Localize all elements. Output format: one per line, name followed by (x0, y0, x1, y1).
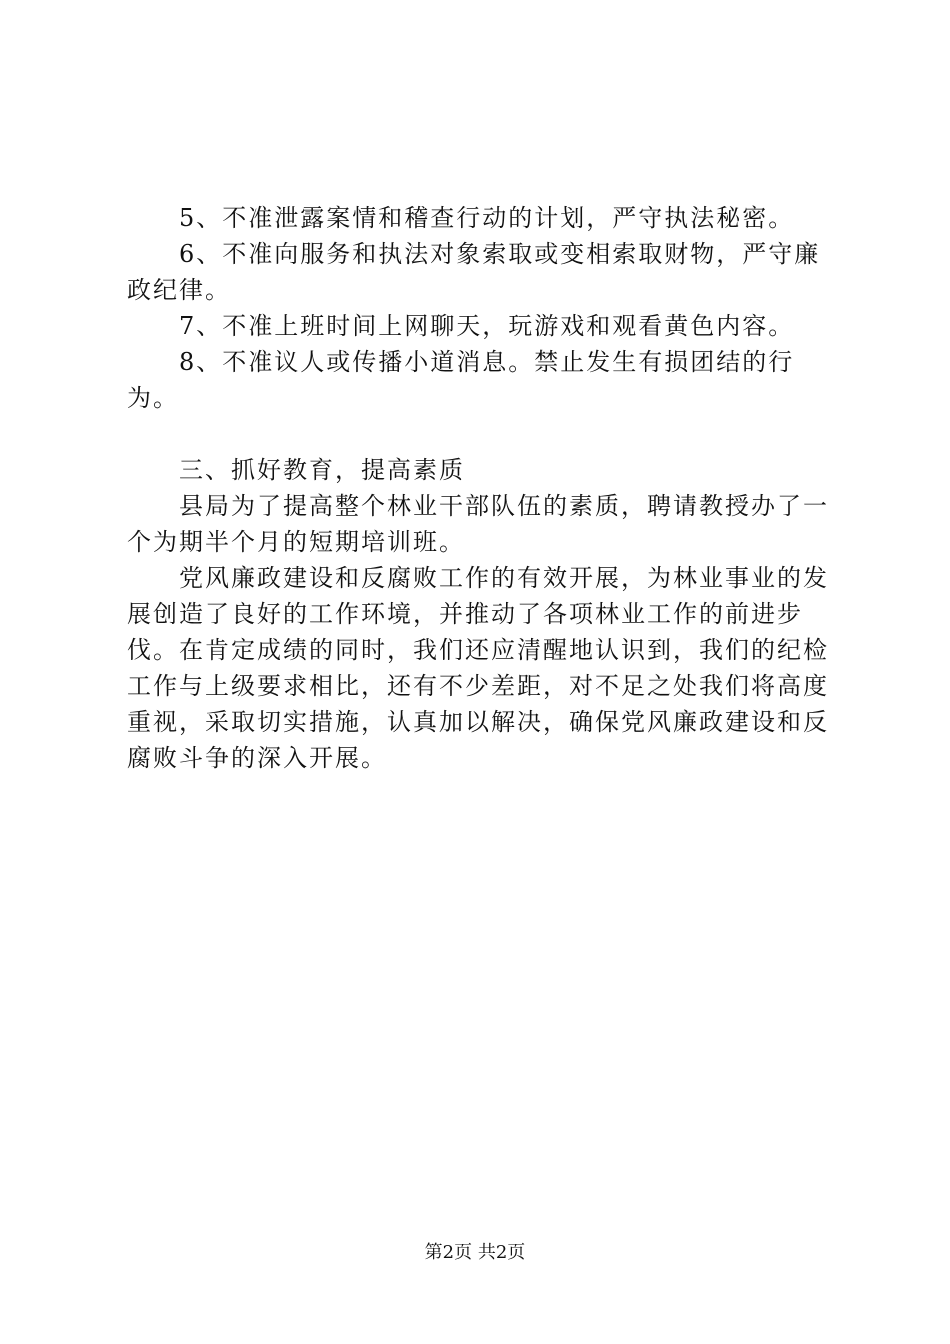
list-item: 7、不准上班时间上网聊天，玩游戏和观看黄色内容。 (179, 312, 795, 340)
paragraph-spacer (127, 416, 837, 452)
page-footer (0, 1241, 950, 1265)
paragraph: 县局为了提高整个林业干部队伍的素质，聘请教授办了一个为期半个月的短期培训班。 (127, 492, 829, 556)
page-number: 第2页 共2页 (424, 1242, 526, 1263)
paragraph: 党风廉政建设和反腐败工作的有效开展，为林业事业的发展创造了良好的工作环境，并推动了各项林业工作的前进步伐。在肯定成绩的同时，我们还应清醒地认识到，我们的纪检工作与上级要求相比，还有不少差距，对不足之处我们将高度重视，采取切实措施，认真加以解决，确保党风廉政建设和反腐败斗争的深入开展。 (127, 564, 829, 772)
document-body (127, 200, 837, 776)
list-item: 8、不准议人或传播小道消息。禁止发生有损团结的行为。 (127, 348, 795, 412)
section-heading: 三、抓好教育，提高素质 (179, 456, 465, 484)
list-item: 5、不准泄露案情和稽查行动的计划，严守执法秘密。 (179, 204, 795, 232)
list-item: 6、不准向服务和执法对象索取或变相索取财物，严守廉政纪律。 (127, 240, 821, 304)
